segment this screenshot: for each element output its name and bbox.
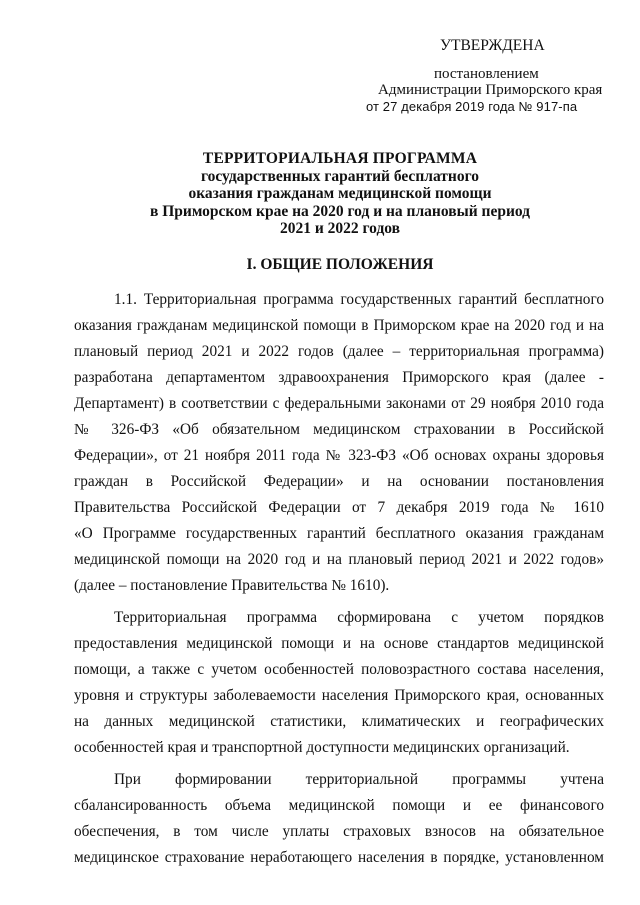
title-line-3: оказания гражданам медицинской помощи [188,185,492,202]
paragraph-1-line: плановый период 2021 и 2022 годов (далее – территориальная программа) [74,343,604,360]
paragraph-2-line: уровня и структуры заболеваемости населения Приморского края, основанных [74,687,604,704]
approval-authority: Администрации Приморского края [378,82,603,98]
approval-date-number: от 27 декабря 2019 года № 917-па [366,99,578,114]
title-line-5: 2021 и 2022 годов [279,220,401,237]
paragraph-3-line: медицинское страхование неработающего населения в порядке, установленном [74,849,604,866]
paragraph-1-line: граждан в Российской Федерации» и на основании постановления [74,473,604,490]
paragraph-1-line: 1.1. Территориальная программа государственных гарантий бесплатного [114,291,604,308]
title-line-2: государственных гарантий бесплатного [200,167,479,185]
paragraph-2-line: особенностей края и транспортной доступности медицинских организаций. [74,739,570,756]
title-line-1: ТЕРРИТОРИАЛЬНАЯ ПРОГРАММА [202,150,478,167]
paragraph-1-line: Федерации», от 21 ноября 2011 года № 323-ФЗ «Об основах охраны здоровья [74,447,604,464]
paragraph-1-line: оказания гражданам медицинской помощи в Приморском крае на 2020 год и на [74,317,604,334]
paragraph-3-line: сбалансированность объема медицинской помощи и ее финансового [74,797,604,814]
paragraph-1-line: медицинской помощи на 2020 год и на плановый период 2021 и 2022 годов» [74,551,604,568]
paragraph-1-line: «О Программе государственных гарантий бесплатного оказания гражданам [74,525,604,542]
paragraph-1-line: разработана департаментом здравоохранения Приморского края (далее - [74,369,604,386]
paragraph-3-line: При формировании территориальной программы учтена [114,771,604,788]
paragraph-1-line: № 326-ФЗ «Об обязательном медицинском страховании в Российской [74,421,604,438]
title-line-4: в Приморском крае на 2020 год и на плановый период [149,202,531,220]
section-heading: I. ОБЩИЕ ПОЛОЖЕНИЯ [246,256,434,273]
document-title [70,150,610,238]
paragraph-2-line: на данных медицинской статистики, климатических и географических [74,713,604,730]
paragraph-2-line: Территориальная программа сформирована с учетом порядков [114,609,604,626]
paragraph-2-line: помощи, а также с учетом особенностей половозрастного состава населения, [74,661,604,678]
approval-stamp-title: УТВЕРЖДЕНА [440,37,545,54]
paragraph-1-line: (далее – постановление Правительства № 1610). [74,577,390,594]
paragraph-1-line: Департамент) в соответствии с федеральными законами от 29 ноября 2010 года [74,395,604,412]
paragraph-3-line: обеспечения, в том числе уплаты страховых взносов на обязательное [74,823,604,840]
approval-decree-label: постановлением [434,66,539,82]
paragraph-2-line: предоставления медицинской помощи и на основе стандартов медицинской [74,635,604,652]
paragraph-1-line: Правительства Российской Федерации от 7 декабря 2019 года № 1610 [74,499,604,516]
